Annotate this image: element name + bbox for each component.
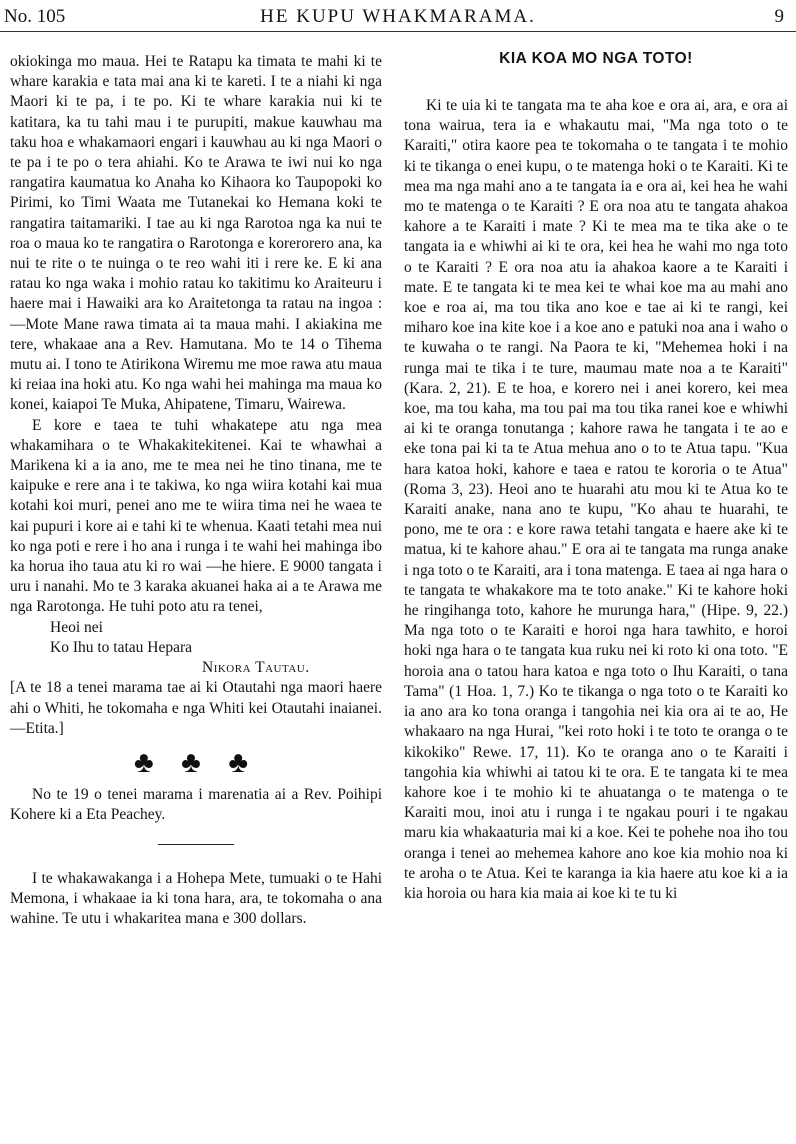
publication-title: HE KUPU WHAKMARAMA. — [260, 6, 536, 27]
left-column — [10, 52, 382, 929]
page-header — [0, 0, 796, 32]
signature-body: Ko Ihu to tatau Hepara — [50, 638, 193, 656]
court-notice: I te whakawakanga i a Hohepa Mete, tumuaki o te Hahi Memona, i whakaae ia ki tona hara, ara, te tokomaha o ana wahine. Te utu i whakaritea mana e 300 dollars. — [10, 869, 382, 927]
section-divider — [158, 844, 234, 845]
header-rule — [0, 31, 796, 32]
club-ornament: ♣ ♣ ♣ — [133, 745, 259, 779]
article-heading: KIA KOA MO NGA TOTO! — [499, 50, 693, 67]
article-paragraph-2: E kore e taea te tuhi whakatepe atu nga mea whakamihara o te Whakakitekitenei. Kai te whawhai a Marikena ki a ia ano, me te mea nei he tino tinana, me te kaipuke e rere ana i te takiwa, ko nga wiira kotahi kai mua kotahi koi muri, penei ano me te wiira tima nei he waea te kai pupuri i kore ai e tahi ki te whenua. Kaati tetahi mea nui ko nga poti e rere i ho ana i runga i te wahi hei mahinga ibo ka horua iho taua atu ki ro wai —he hiere. E 9000 tangata i uru i nanahi. Mo te 3 karaka akuanei haka ai a te Arawa me nga Rarotonga. He tuhi poto atu ra tenei, — [10, 416, 382, 616]
page-number: 9 — [774, 6, 786, 27]
issue-number: No. 105 — [4, 6, 66, 27]
marriage-notice: No te 19 o tenei marama i marenatia ai a Rev. Poihipi Kohere ki a Eta Peachey. — [10, 786, 382, 824]
right-column — [404, 96, 788, 904]
article-paragraph-1: okiokinga mo maua. Hei te Ratapu ka timata te mahi ki te whare karakia e tata mai ana ki te kareti. I te a niahi ki nga Maori ki te pa, i te po. Ki te whare karakia nui ki te katitara, ka tu tahi mau i te purupiti, makue kauwhau ma taku hoa e whakamaori engari i kauwhau au ki nga Maori o te pa i te po o tera ahiahi. Ko te Arawa te iwi nui ko nga rangatira kaumatua ko Anaha ko Kihaora ko Taupopoki ko Pirimi, ko Timi Waata me Tutanekai ko Hemana koki te rangatira taitamariki. I tae au ki nga Rarotoa nga ka nui te roa o maua ko te rangatira o Rarotonga e korerorero ana, ka nui te rite o te nuinga o te reo wahi iti i rere ke. E ki ana ratau ko nga waka i mohio ratau ko takitimu ko Araiteuru i haere mai i Hawaiki ara ko Araitetonga ta ratau na ingoa :—Mote Mane rawa timata ai ta maua mahi. I akiakina me tere, whakaae ana a Rev. Hamutana. Mo te 14 o Tihema mutu ai. I tono te Atirikona Wiremu me moe rawa atu maua ki reiaa ina hoki atu. Ko nga wahi hei mahinga ma maua ko konei, kaiapoi Te Muka, Ahipatene, Timaru, Wairewa. — [10, 53, 382, 414]
signature-name: Nikora Tautau. — [202, 659, 310, 677]
editor-note: [A te 18 a tenei marama tae ai ki Otautahi nga maori haere ahi o Whiti, he tokomaha e nga Whiti kei Otautahi inaianei.—Etita.] — [10, 679, 382, 737]
signature-greeting: Heoi nei — [50, 618, 103, 636]
article-body: Ki te uia ki te tangata ma te aha koe e ora ai, ara, e ora ai tona wairua, tera ia e whakautu mai, "Ma nga toto o te Karaiti," otira kaore pea te tokomaha o te tangata i te mohio ki te tikanga o enei kupu, o te matenga hoki o te Karaiti. Ki te mea ma nga mahi ano a te tangata ia e ora ai, kei hea he wahi mo te matenga o te Karaiti ? E ora noa atu te tangata ahakoa kahore a te Karaiti i mate ? Ki te mea ma te tika ake o te tangata ia e whiwhi ai ki te ora, kei hea he wahi mo nga toto o te Karaiti ? E ora noa atu ia ahakoa kaore a te Karaiti i mate. E te tangata ki te mea kei te whai koe ma au mahi ano koe e roa ai, ma tou tika ano koe e tae ai ki te rangi, kei miharo koe ina kite koe i a koe ano e patuki noa ana i waho o te kuwaha o te rangi. Na Paora te ki, "Mehemea hoki i na runga mai te tika i te ture, maumau mate noa a te Karaiti" (Kara. 2, 21). E te hoa, e korero nei i anei korero, kei mea koe, ma tou kaha, ma tou pai ma tou tika ranei koe e whiwhi ai ki te oranga tonutanga ; kahore rawa he tangata i te ao e eke tona pai ki ta te Atua mehua ano o to te Atua tapu. "Kua hara katoa hoki, kahore e taea e ratou te kororia o te Atua" (Roma 3, 23). Heoi ano te huarahi atu mou ki te Atua ko te Karaiti anake, nana ano te kupu, "Ko ahau te huarahi, te pono, me te ora : e kore rawa tetahi tangata e haere ake ki te matua, ki te kahore ahau." E ora ai te tangata ma runga anake i nga toto o te Karaiti, ara i tona matenga. E taea ai nga hara o te tangata te whakakore ma te toto anake." Ki te kahore hoki he ringihanga toto, kahore he murunga hara," (Hipe. 9, 22.) Ma nga toto o te Karaiti e horoi nga hara tawhito, e horoi hoki nga hara o te tangata kua ruku nei ki roto ki ona toto. "E horoia ana o tatou hara katoa e nga toto o Ihu Karaiti, o tana Tama" (1 Hoa. 1, 7.) Ko te tikanga o nga toto o te Karaiti ko ia ano ara ko tona oranga i tangohia nei kia ora ai te ao, He whakaaro na nga Hurai, "kei roto hoki i te toto te oranga o te kikokiko" Rewe. 17, 11). Ko te oranga ano o te Karaiti i tangohia kia whiwhi ai tatou ki te ora. E te tangata ki te mea kahore koe i te mohio ki te ahuatanga o te matenga o te Karaiti mou, inoi atu i runga i te ngakau pouri i te ngakau maru kia whakaaturia mai ki a koe. Kei te pohehe noa iho tou oranga i tenei ao mehemea kahore ano koe kia mohio noa ki te aroha o te Atua. Kei te karanga ia kia haere atu koe ki a ia kia horoia ou hara kia maia ai koe ki te tu ki — [404, 97, 788, 902]
